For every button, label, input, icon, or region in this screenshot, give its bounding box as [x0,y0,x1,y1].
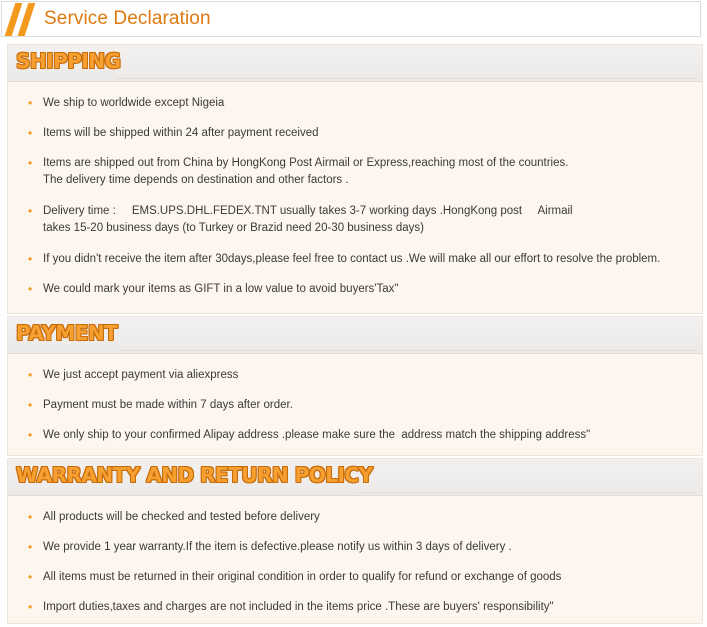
list-item-text: We provide 1 year warranty.If the item is defective.please notify us within 3 days of delivery . [43,541,512,553]
list-item-text: takes 15-20 business days (to Turkey or Brazid need 20-30 business days) [43,222,424,234]
payment-section [7,316,703,456]
warranty-section [7,458,703,624]
warranty-heading: WARRANTY AND RETURN POLICY [16,463,373,487]
list-item-text: Payment must be made within 7 days after order. [43,399,293,411]
list-item [8,95,702,112]
list-item [8,397,702,414]
list-item [8,125,702,142]
list-item-text: We could mark your items as GIFT in a low value to avoid buyers'Tax" [43,283,399,295]
header-divider [120,350,696,351]
bullet-icon: • [28,398,33,412]
list-item [8,569,702,586]
list-item-text: Import duties,taxes and charges are not included in the items price .These are buyers' responsibility" [43,601,554,613]
shipping-section-header [8,45,702,82]
bullet-icon: • [28,368,33,382]
list-item-text: All items must be returned in their original condition in order to qualify for refund or exchange of goods [43,571,562,583]
list-item [8,427,702,444]
bullet-icon: • [28,428,33,442]
list-item [8,203,702,237]
bullet-icon: • [28,252,33,266]
bullet-icon: • [28,156,33,170]
shipping-heading: SHIPPING [16,49,121,73]
list-item-text: Delivery time : EMS.UPS.DHL.FEDEX.TNT usually takes 3-7 working days .HongKong post Airmail [43,205,573,217]
list-item [8,281,702,298]
bullet-icon: • [28,570,33,584]
list-item [8,509,702,526]
list-item [8,599,702,616]
bullet-icon: • [28,204,33,218]
list-item-text: If you didn't receive the item after 30days,please feel free to contact us .We will make all our effort to resolve the problem. [43,253,661,265]
header-divider [358,492,696,493]
shipping-section [7,44,703,314]
list-item-text: We only ship to your confirmed Alipay address .please make sure the address match the shipping address" [43,429,591,441]
list-item-text: We ship to worldwide except Nigeia [43,97,225,109]
service-declaration-banner [1,1,701,37]
bullet-icon: • [28,126,33,140]
payment-heading: PAYMENT [16,321,118,345]
list-item-text: We just accept payment via aliexpress [43,369,239,381]
header-divider [116,78,696,79]
list-item [8,367,702,384]
list-item-text: Items are shipped out from China by HongKong Post Airmail or Express,reaching most of the countries. [43,157,569,169]
list-item-text: The delivery time depends on destination and other factors . [43,174,349,186]
bullet-icon: • [28,282,33,296]
list-item [8,539,702,556]
payment-section-header [8,317,702,354]
bullet-icon: • [28,96,33,110]
warranty-section-header [8,459,702,496]
bullet-icon: • [28,540,33,554]
list-item-text: Items will be shipped within 24 after payment received [43,127,319,139]
list-item-text: All products will be checked and tested before delivery [43,511,320,523]
bullet-icon: • [28,600,33,614]
bullet-icon: • [28,510,33,524]
list-item [8,155,702,189]
list-item [8,251,702,268]
banner-title: Service Declaration [44,8,211,29]
